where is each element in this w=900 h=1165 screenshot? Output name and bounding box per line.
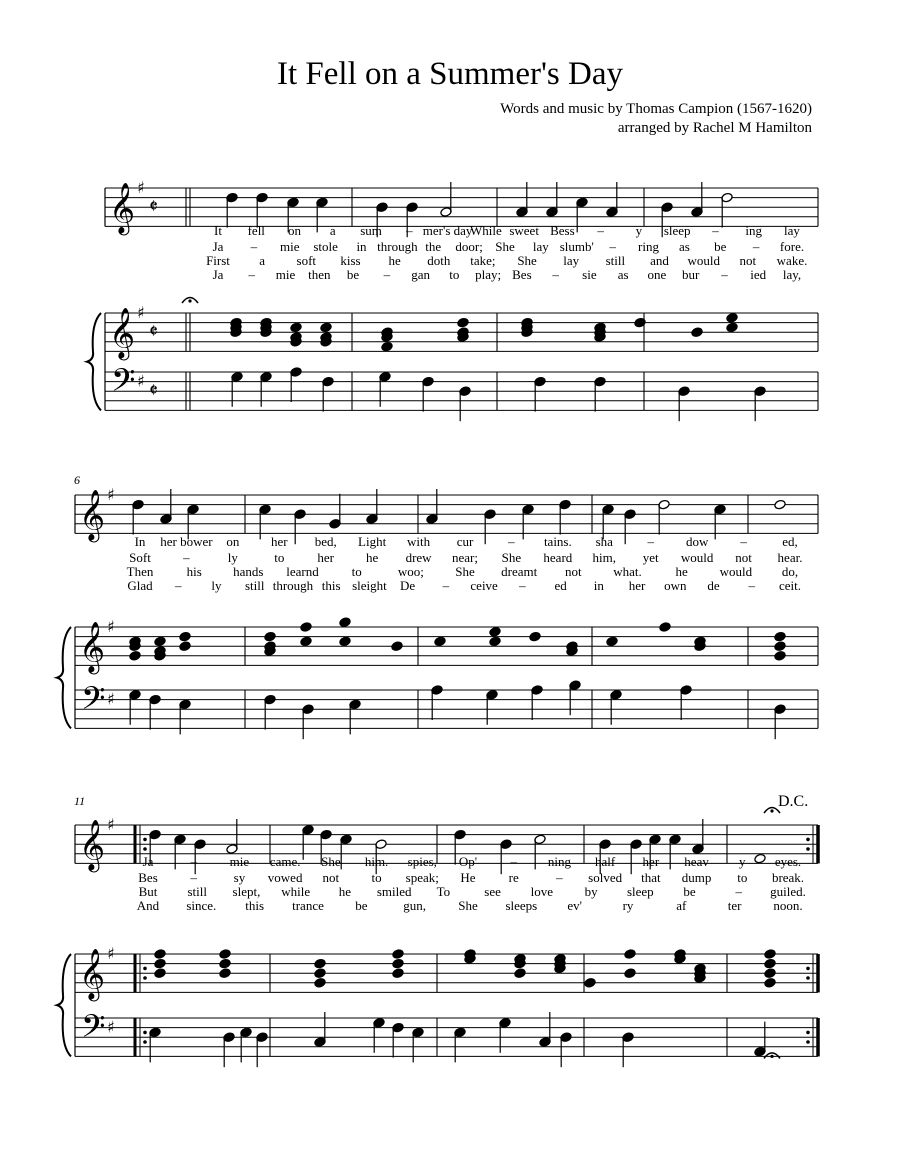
lyric-syllable: own: [664, 578, 687, 593]
lyric-syllable: stole: [313, 239, 338, 254]
lyric-syllable: In: [134, 534, 146, 549]
key-sharp-icon: ♯: [137, 178, 145, 197]
lyric-syllable: dump: [681, 870, 712, 885]
lyric-syllable: –: [752, 239, 760, 254]
lyric-syllable: lay,: [782, 267, 802, 282]
piano-rh-note: [774, 631, 786, 642]
lyric-syllable: –: [510, 854, 517, 869]
piano-rh-note: [392, 949, 404, 960]
lyric-syllable: to: [737, 870, 748, 885]
piano-rh-note: [154, 958, 166, 969]
lyric-syllable: see: [484, 884, 501, 899]
lyric-syllable: dreamt: [501, 564, 538, 579]
lyric-syllable: the: [425, 239, 442, 254]
lyric-syllable: –: [519, 578, 526, 593]
key-sharp-icon: ♯: [107, 1017, 115, 1037]
lyric-syllable: while: [281, 884, 311, 899]
lyric-syllable: half: [595, 854, 616, 869]
markings-layer: [74, 178, 810, 1058]
lyric-syllable: on: [226, 534, 240, 549]
lyric-syllable: through: [272, 578, 314, 593]
credit-arranger: arranged by Rachel M Hamilton: [617, 120, 812, 136]
credit-composer: Words and music by Thomas Campion (1567-1620): [500, 101, 812, 117]
piano-rh-note: [457, 317, 469, 328]
lyric-syllable: drew: [405, 550, 432, 565]
lyric-syllable: then: [308, 267, 331, 282]
piano-rh-note: [764, 949, 776, 960]
lyric-syllable: kiss: [340, 253, 361, 268]
lyric-syllable: near;: [452, 550, 478, 565]
piano-rh-note: [691, 327, 703, 338]
bass-clef-icon: 𝄢: [81, 1007, 106, 1052]
repeat-dot: [806, 1031, 810, 1035]
lyric-syllable: Then: [126, 564, 154, 579]
piano-rh-note: [154, 968, 166, 979]
piano-rh-note: [154, 949, 166, 960]
piano-rh-note: [726, 312, 738, 323]
lyric-syllable: She: [501, 550, 522, 565]
piano-rh-note: [314, 958, 326, 969]
lyric-syllable: Soft: [129, 550, 151, 565]
piano-rh-note: [300, 622, 312, 633]
piano-rh-note: [764, 968, 776, 979]
piano-rh-note: [219, 949, 231, 960]
piano-rh-note: [529, 631, 541, 642]
lyric-syllable: –: [250, 239, 258, 254]
key-sharp-icon: ♯: [107, 485, 115, 504]
piano-rh-note: [339, 617, 351, 628]
bass-clef-icon: 𝄢: [111, 361, 136, 406]
lyric-syllable: gun,: [403, 898, 427, 913]
lyric-syllable: Bess: [550, 223, 575, 238]
lyric-syllable: sum: [360, 223, 382, 238]
piano-brace: [87, 313, 101, 410]
lyric-syllable: her: [642, 854, 660, 869]
lyric-syllable: smiled: [376, 884, 412, 899]
lyric-syllable: lay: [784, 223, 800, 238]
lyric-syllable: But: [138, 884, 158, 899]
lyric-syllable: fore.: [779, 239, 805, 254]
lyric-syllable: doth: [427, 253, 451, 268]
dc-marking: D.C.: [778, 793, 809, 810]
repeat-dot: [143, 976, 147, 980]
lyric-syllable: since.: [186, 898, 217, 913]
lyric-syllable: Bes: [138, 870, 158, 885]
lyric-syllable: hear.: [777, 550, 803, 565]
lyric-syllable: ev': [567, 898, 582, 913]
lyric-syllable: her: [628, 578, 646, 593]
lyric-syllable: –: [735, 884, 743, 899]
lyric-syllable: take;: [470, 253, 496, 268]
lyric-syllable: sha: [595, 534, 613, 549]
piano-rh-note: [391, 641, 403, 652]
lyric-syllable: not: [739, 253, 757, 268]
lyric-syllable: as: [617, 267, 629, 282]
piano-rh-note: [154, 636, 166, 647]
lyric-syllable: as: [678, 239, 690, 254]
lyric-syllable: and: [650, 253, 669, 268]
lyric-syllable: Ja: [212, 239, 224, 254]
lyric-syllable: to: [449, 267, 460, 282]
lyric-syllable: –: [552, 267, 559, 282]
piano-rh-note: [774, 650, 786, 661]
lyric-syllable: –: [740, 534, 747, 549]
lyric-syllable: to: [371, 870, 382, 885]
piano-rh-note: [624, 968, 636, 979]
piano-rh-note: [489, 636, 501, 647]
piano-rh-note: [314, 977, 326, 988]
treble-clef-icon: 𝄞: [109, 182, 136, 234]
lyric-syllable: sleight: [352, 578, 387, 593]
treble-clef-icon: 𝄞: [79, 489, 106, 541]
piano-rh-note: [764, 977, 776, 988]
melody-note: [774, 499, 786, 510]
lyric-syllable: Glad: [127, 578, 153, 593]
time-signature: 𝄵: [149, 193, 158, 218]
lyric-syllable: speak;: [405, 870, 439, 885]
lyric-syllable: –: [597, 223, 604, 238]
lyric-syllable: be: [346, 267, 360, 282]
key-sharp-icon: ♯: [137, 371, 145, 391]
lyric-syllable: sleep: [663, 223, 691, 238]
lyric-syllable: ry: [622, 898, 634, 913]
piano-rh-note: [764, 958, 776, 969]
lyric-syllable: heard: [543, 550, 573, 565]
piano-rh-note: [606, 636, 618, 647]
lyric-syllable: learnd: [286, 564, 319, 579]
lyric-syllable: y: [739, 854, 746, 869]
piano-rh-note: [179, 641, 191, 652]
lyric-syllable: gan: [411, 267, 430, 282]
lyric-syllable: door;: [455, 239, 483, 254]
lyric-syllable: play;: [475, 267, 502, 282]
lyric-syllable: –: [556, 870, 563, 885]
lyric-syllable: De: [400, 578, 416, 593]
lyric-syllable: –: [190, 854, 197, 869]
lyric-syllable: sweet: [509, 223, 539, 238]
repeat-dot: [143, 838, 147, 842]
treble-clef-icon: 𝄞: [79, 621, 106, 673]
piano-rh-note: [659, 622, 671, 633]
lyric-syllable: vowed: [267, 870, 303, 885]
lyric-syllable: would: [687, 253, 720, 268]
lyric-syllable: mie: [275, 267, 296, 282]
lyric-syllable: heav: [684, 854, 709, 869]
fermata-dot: [770, 1055, 773, 1058]
piano-rh-note: [584, 977, 596, 988]
lyric-syllable: –: [721, 267, 728, 282]
lyric-syllable: be: [355, 898, 368, 913]
lyric-syllable: yet: [642, 550, 659, 565]
lyric-syllable: Ja: [142, 854, 154, 869]
piano-rh-note: [320, 322, 332, 333]
lyric-syllable: her: [317, 550, 335, 565]
piano-rh-note: [129, 650, 141, 661]
lyric-syllable: –: [383, 267, 391, 282]
fermata-dot: [770, 809, 773, 812]
repeat-dot: [143, 847, 147, 851]
lyric-syllable: slumb': [559, 239, 594, 254]
lyric-syllable: lay: [532, 239, 549, 254]
lyric-syllable: –: [183, 550, 190, 565]
lyric-syllable: not: [322, 870, 340, 885]
piano-rh-note: [339, 636, 351, 647]
piano-rh-note: [264, 631, 276, 642]
lyric-syllable: bed,: [314, 534, 337, 549]
lyric-syllable: do,: [781, 564, 799, 579]
lyric-syllable: be: [714, 239, 727, 254]
lyric-syllable: soft: [296, 253, 317, 268]
treble-clef-icon: 𝄞: [79, 819, 106, 871]
time-signature: 𝄵: [149, 377, 158, 402]
lyric-syllable: –: [508, 534, 515, 549]
lyric-syllable: While: [469, 223, 502, 238]
lyric-syllable: noon.: [773, 898, 803, 913]
lyric-syllable: he: [675, 564, 688, 579]
notes-layer: [126, 182, 786, 1067]
lyric-syllable: Light: [358, 534, 387, 549]
lyric-syllable: a: [259, 253, 266, 268]
lyric-syllable: would: [680, 550, 714, 565]
lyric-syllable: her bower: [160, 534, 213, 549]
lyric-syllable: –: [248, 267, 256, 282]
lyric-syllable: ed: [554, 578, 567, 593]
fermata-dot: [188, 299, 191, 302]
lyric-syllable: ly: [227, 550, 238, 565]
lyric-syllable: ceit.: [778, 578, 802, 593]
lyric-syllable: fell: [247, 223, 265, 238]
lyric-syllable: in: [356, 239, 367, 254]
lyric-syllable: ceive: [470, 578, 498, 593]
lyric-syllable: sleep: [626, 884, 654, 899]
lyric-syllable: She: [517, 253, 537, 268]
lyric-syllable: still: [187, 884, 207, 899]
lyric-syllable: mie: [229, 854, 250, 869]
lyric-syllable: hands: [233, 564, 264, 579]
lyric-syllable: To: [436, 884, 451, 899]
measure-number: 6: [74, 473, 80, 487]
lyric-syllable: eyes.: [774, 854, 802, 869]
lyric-syllable: this: [321, 578, 341, 593]
lyric-syllable: came.: [269, 854, 301, 869]
repeat-dot: [143, 967, 147, 971]
key-sharp-icon: ♯: [137, 303, 145, 322]
lyric-syllable: mer's day: [422, 223, 473, 238]
lyric-syllable: that: [641, 870, 661, 885]
lyric-syllable: tains.: [543, 534, 572, 549]
piano-rh-note: [392, 968, 404, 979]
repeat-dot: [143, 1031, 147, 1035]
lyric-syllable: –: [609, 239, 616, 254]
staff-lines: [57, 188, 818, 1056]
lyric-syllable: to: [351, 564, 362, 579]
lyric-syllable: She: [458, 898, 478, 913]
piano-rh-note: [514, 968, 526, 979]
lyric-syllable: ter: [727, 898, 742, 913]
measure-number: 11: [74, 794, 86, 808]
lyric-syllable: what.: [613, 564, 642, 579]
lyric-syllable: af: [676, 898, 687, 913]
lyric-syllable: sie: [582, 267, 597, 282]
lyric-syllable: First: [206, 253, 230, 268]
repeat-dot: [806, 1040, 810, 1044]
piano-rh-note: [489, 626, 501, 637]
piano-rh-note: [219, 958, 231, 969]
lyric-syllable: ing: [745, 223, 763, 238]
lyric-syllable: ed,: [782, 534, 798, 549]
piano-rh-note: [381, 341, 393, 352]
lyric-syllable: break.: [771, 870, 805, 885]
lyrics-layer: [127, 223, 808, 913]
piano-rh-note: [726, 322, 738, 333]
lyric-syllable: Ja: [212, 267, 224, 282]
lyric-syllable: Bes: [512, 267, 532, 282]
lyric-syllable: slept,: [232, 884, 261, 899]
lyric-syllable: him,: [592, 550, 617, 565]
lyric-syllable: he: [338, 884, 352, 899]
lyric-syllable: sy: [233, 870, 246, 885]
repeat-dot: [143, 1040, 147, 1044]
lyric-syllable: Op': [458, 854, 478, 869]
lyric-syllable: –: [190, 870, 197, 885]
lyric-syllable: mie: [280, 239, 300, 254]
lyric-syllable: he: [388, 253, 401, 268]
lyric-syllable: bur: [682, 267, 700, 282]
lyric-syllable: trance: [292, 898, 324, 913]
lyric-syllable: not: [735, 550, 752, 565]
lyric-syllable: solved: [588, 870, 623, 885]
lyric-syllable: –: [442, 578, 450, 593]
lyric-syllable: –: [712, 223, 719, 238]
lyric-syllable: dow: [685, 534, 709, 549]
lyric-syllable: in: [593, 578, 604, 593]
key-sharp-icon: ♯: [107, 815, 115, 834]
lyric-syllable: wake.: [776, 253, 808, 268]
melody-note: [754, 853, 766, 864]
lyric-syllable: one: [647, 267, 667, 282]
lyric-syllable: sleeps: [505, 898, 538, 913]
piano-rh-note: [219, 968, 231, 979]
lyric-syllable: her: [270, 534, 288, 549]
lyric-syllable: She: [455, 564, 475, 579]
page-title: It Fell on a Summer's Day: [277, 56, 623, 92]
piano-rh-note: [624, 949, 636, 960]
lyric-syllable: his: [186, 564, 202, 579]
lyric-syllable: be: [683, 884, 696, 899]
key-sharp-icon: ♯: [107, 944, 115, 963]
lyric-syllable: still: [244, 578, 265, 593]
lyric-syllable: She: [321, 854, 341, 869]
repeat-dot: [806, 967, 810, 971]
lyric-syllable: ring: [638, 239, 659, 254]
lyric-syllable: woo;: [397, 564, 424, 579]
piano-brace: [57, 627, 71, 728]
lyric-syllable: ied: [750, 267, 767, 282]
lyric-syllable: this: [245, 898, 265, 913]
lyric-syllable: She: [495, 239, 515, 254]
treble-clef-icon: 𝄞: [109, 307, 136, 359]
lyric-syllable: he: [366, 550, 379, 565]
lyric-syllable: –: [647, 534, 654, 549]
piano-rh-note: [290, 322, 302, 333]
piano-rh-note: [392, 958, 404, 969]
repeat-dot: [806, 976, 810, 980]
lyric-syllable: not: [565, 564, 582, 579]
lyric-syllable: through: [377, 239, 418, 254]
lyric-syllable: re: [508, 870, 519, 885]
piano-rh-note: [179, 631, 191, 642]
repeat-dot: [806, 838, 810, 842]
lyric-syllable: –: [406, 223, 413, 238]
lyric-syllable: de: [707, 578, 720, 593]
lyric-syllable: still: [605, 253, 626, 268]
lyric-syllable: He: [460, 870, 476, 885]
piano-brace: [57, 954, 71, 1056]
piano-rh-note: [314, 968, 326, 979]
piano-rh-note: [774, 641, 786, 652]
lyric-syllable: It: [214, 223, 222, 238]
lyric-syllable: a: [329, 223, 336, 238]
lyric-syllable: by: [584, 884, 598, 899]
treble-clef-icon: 𝄞: [79, 948, 106, 1000]
lyric-syllable: with: [407, 534, 431, 549]
lyric-syllable: on: [288, 223, 302, 238]
lyric-syllable: spies,: [407, 854, 437, 869]
lyric-syllable: would: [719, 564, 753, 579]
repeat-dot: [806, 847, 810, 851]
piano-rh-note: [300, 636, 312, 647]
lyric-syllable: him.: [364, 854, 389, 869]
lyric-syllable: –: [174, 578, 182, 593]
lyric-syllable: –: [748, 578, 756, 593]
lyric-syllable: guiled.: [770, 884, 806, 899]
lyric-syllable: ly: [211, 578, 222, 593]
bass-clef-icon: 𝄢: [81, 679, 106, 724]
key-sharp-icon: ♯: [107, 617, 115, 636]
lyric-syllable: And: [136, 898, 160, 913]
lyric-syllable: love: [530, 884, 554, 899]
lyric-syllable: cur: [456, 534, 474, 549]
time-signature: 𝄵: [149, 318, 158, 343]
lyric-syllable: y: [635, 223, 643, 238]
lyric-syllable: ning: [547, 854, 571, 869]
piano-rh-note: [434, 636, 446, 647]
lyric-syllable: lay: [563, 253, 580, 268]
lyric-syllable: to: [274, 550, 285, 565]
key-sharp-icon: ♯: [107, 689, 115, 709]
